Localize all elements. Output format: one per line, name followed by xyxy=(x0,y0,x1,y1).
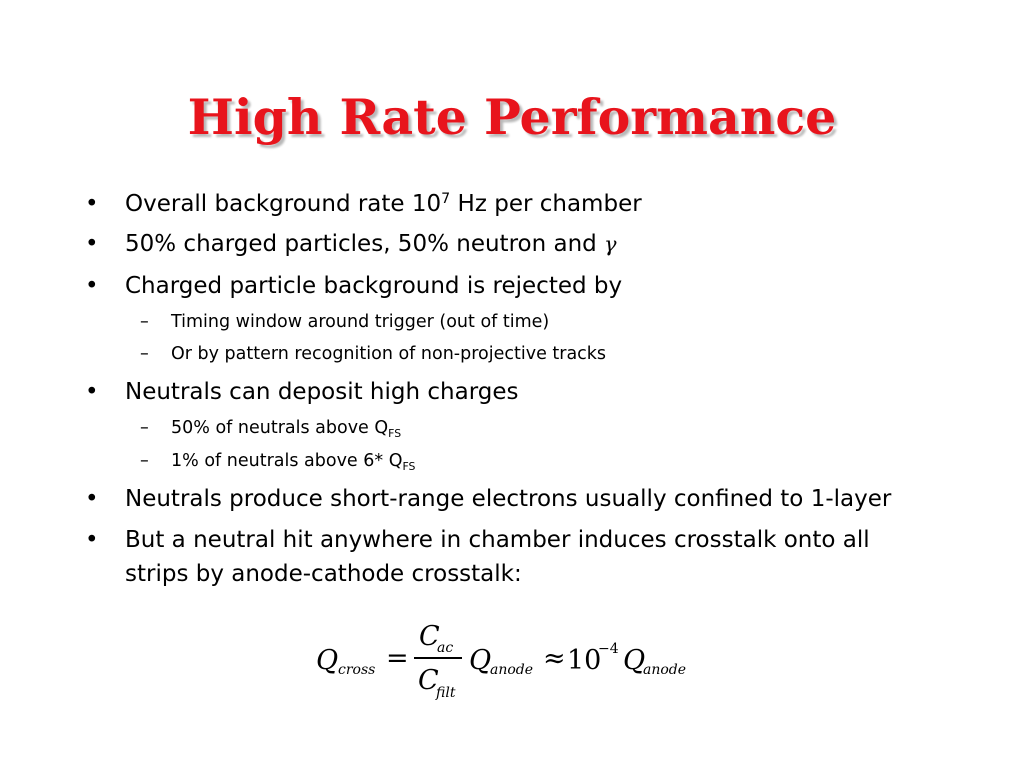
item-superscript: 7 xyxy=(441,191,451,208)
item-text-after: Hz per chamber xyxy=(450,191,642,217)
dash-glyph: – xyxy=(140,451,149,471)
item-text: 50% charged particles, 50% neutron and xyxy=(125,231,605,257)
item-text: Charged particle background is rejected by xyxy=(125,273,623,299)
item-text: Neutrals can deposit high charges xyxy=(125,379,519,405)
gamma-symbol: γ xyxy=(604,232,617,256)
formula-c-denominator: C xyxy=(418,665,439,696)
item-subscript: FS xyxy=(388,426,402,440)
bullet-glyph: • xyxy=(85,379,99,405)
dash-glyph: – xyxy=(140,344,149,364)
formula-sub-ac: ac xyxy=(437,640,454,656)
item-text: 50% of neutrals above Q xyxy=(171,418,389,438)
dash-glyph: – xyxy=(140,312,149,332)
bullet-glyph: • xyxy=(85,231,99,257)
formula-sub-cross: cross xyxy=(338,662,376,678)
slide-title: High Rate Performance xyxy=(187,88,837,146)
formula-sub-anode-mid: anode xyxy=(490,662,534,678)
formula-q-anode-rhs: Q xyxy=(623,645,646,676)
formula-exponent: −4 xyxy=(598,641,619,657)
item-text: Neutrals produce short-range electrons usually confined to 1-layer xyxy=(125,486,892,512)
item-text: Overall background rate 10 xyxy=(125,191,442,217)
formula-equals: = xyxy=(386,643,409,674)
item-text: 1% of neutrals above 6* Q xyxy=(171,451,403,471)
item-subscript: FS xyxy=(402,459,416,473)
formula-q-anode-mid: Q xyxy=(469,645,492,676)
formula-approx: ≈ xyxy=(543,643,566,674)
formula-ten: 10 xyxy=(567,645,602,676)
bullet-glyph: • xyxy=(85,273,99,299)
bullet-glyph: • xyxy=(85,527,99,553)
bullet-glyph: • xyxy=(85,191,99,217)
dash-glyph: – xyxy=(140,418,149,438)
item-text: Or by pattern recognition of non-projective tracks xyxy=(171,344,607,364)
formula-sub-anode-rhs: anode xyxy=(643,662,687,678)
bullet-glyph: • xyxy=(85,486,99,512)
formula-c-numerator: C xyxy=(419,621,440,652)
fraction-bar xyxy=(414,657,462,659)
item-text: Timing window around trigger (out of time) xyxy=(171,312,550,332)
item-text-line-2: strips by anode-cathode crosstalk: xyxy=(125,561,522,587)
item-text-line-1: But a neutral hit anywhere in chamber induces crosstalk onto all xyxy=(125,527,870,553)
formula-sub-filt: filt xyxy=(436,685,456,701)
formula-q-cross: Q xyxy=(316,645,339,676)
